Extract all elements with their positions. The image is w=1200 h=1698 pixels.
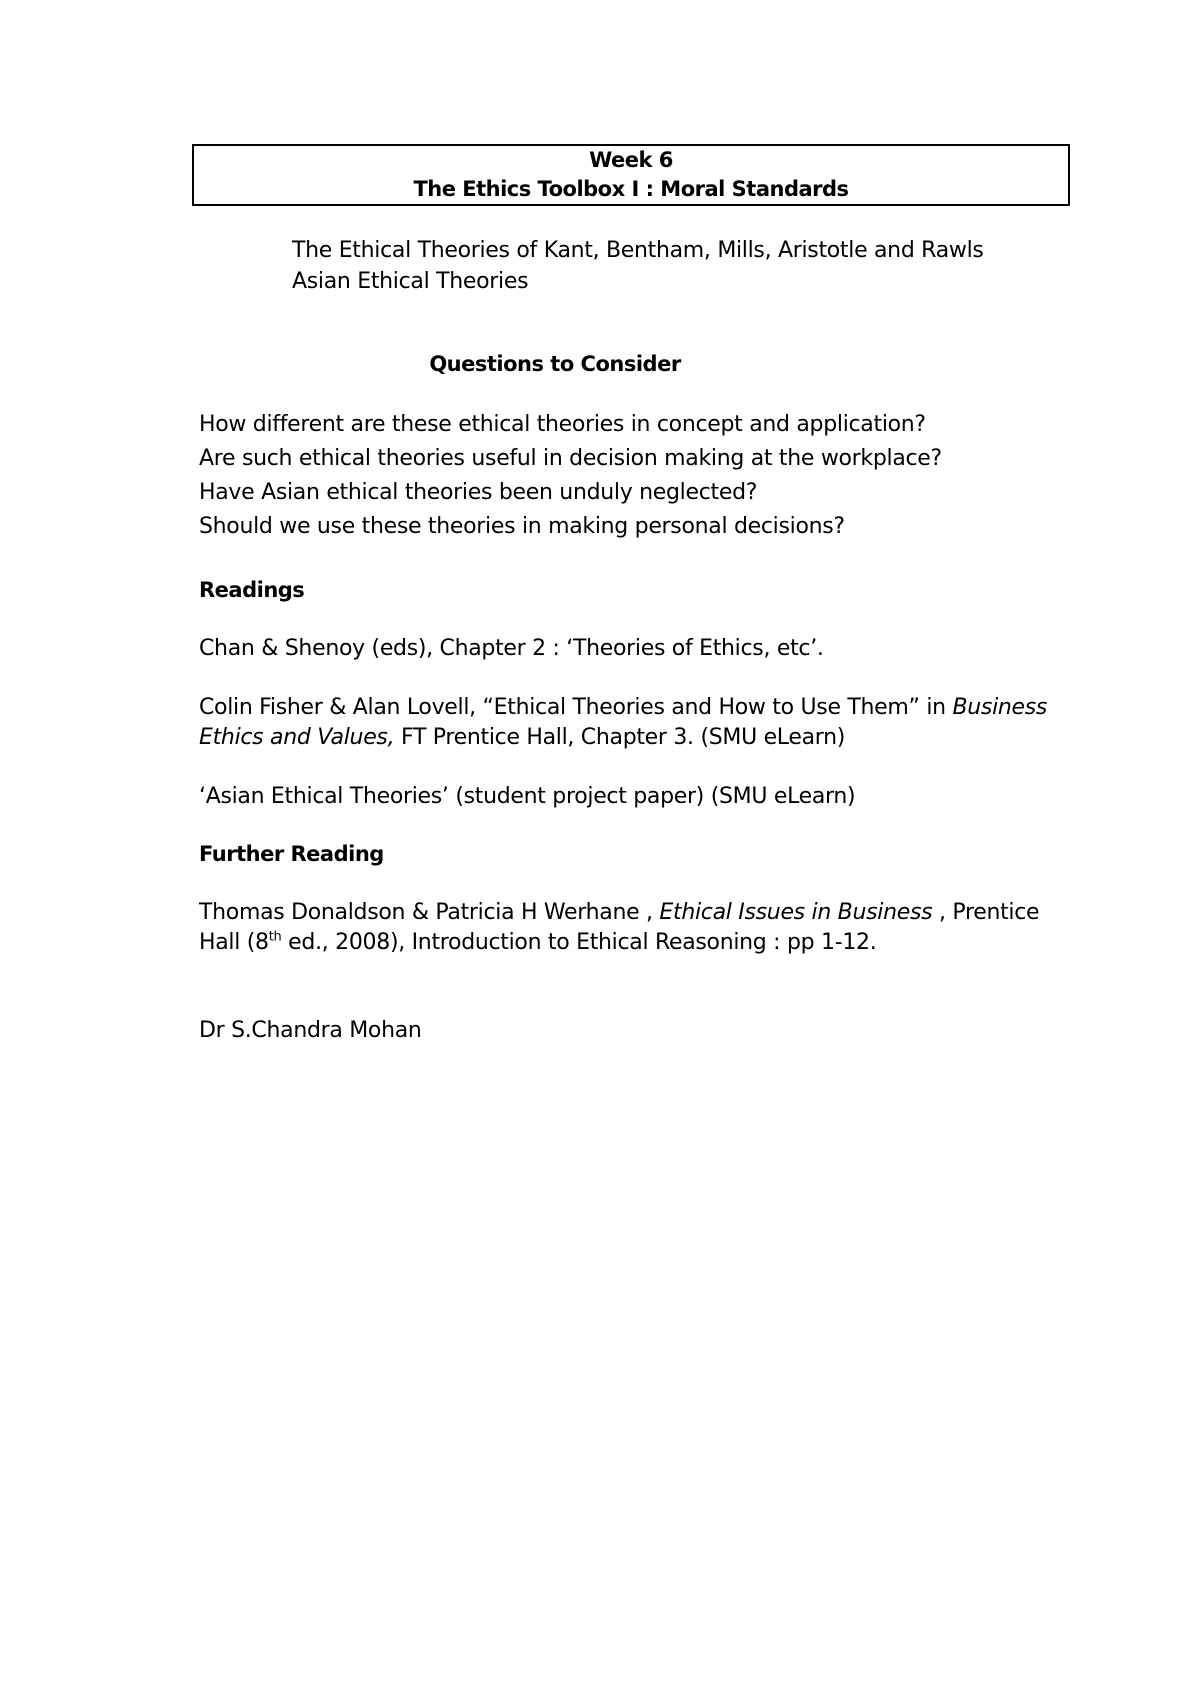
topic-item: Asian Ethical Theories (292, 269, 529, 294)
signature: Dr S.Chandra Mohan (199, 1018, 422, 1043)
further-reading-authors: Thomas Donaldson & Patricia H Werhane , (199, 900, 660, 925)
further-reading-book-title: Ethical Issues in Business (659, 900, 933, 925)
page-title: The Ethics Toolbox I : Moral Standards (413, 177, 849, 201)
reading-item-2 (199, 693, 1059, 753)
question-item: Have Asian ethical theories been unduly neglected? (199, 480, 758, 505)
week-label: Week 6 (589, 148, 673, 172)
further-reading-item (199, 898, 1059, 958)
reading-item-2-publisher: FT Prentice Hall, Chapter 3. (SMU eLearn) (394, 725, 846, 750)
reading-item-2-text: Colin Fisher & Alan Lovell, “Ethical Theories and How to Use Them” in (199, 695, 953, 720)
edition-superscript: th (268, 929, 282, 945)
further-reading-publisher: , Prentice Hall (8 (199, 900, 1040, 955)
readings-heading: Readings (199, 578, 305, 602)
title-box (192, 144, 1070, 206)
further-reading-heading: Further Reading (199, 842, 384, 866)
question-item: Should we use these theories in making personal decisions? (199, 514, 845, 539)
question-item: Are such ethical theories useful in decision making at the workplace? (199, 446, 942, 471)
questions-heading: Questions to Consider (429, 352, 681, 376)
topic-item: The Ethical Theories of Kant, Bentham, Mills, Aristotle and Rawls (292, 238, 984, 263)
reading-item-2-book-title: Business Ethics and Values, (199, 695, 1048, 750)
topics-list (292, 235, 984, 297)
reading-item-1: Chan & Shenoy (eds), Chapter 2 : ‘Theories of Ethics, etc’. (199, 636, 824, 661)
questions-list (199, 408, 942, 544)
question-item: How different are these ethical theories in concept and application? (199, 412, 926, 437)
reading-item-3: ‘Asian Ethical Theories’ (student project paper) (SMU eLearn) (199, 784, 856, 809)
further-reading-details: ed., 2008), Introduction to Ethical Reasoning : pp 1-12. (281, 930, 877, 955)
